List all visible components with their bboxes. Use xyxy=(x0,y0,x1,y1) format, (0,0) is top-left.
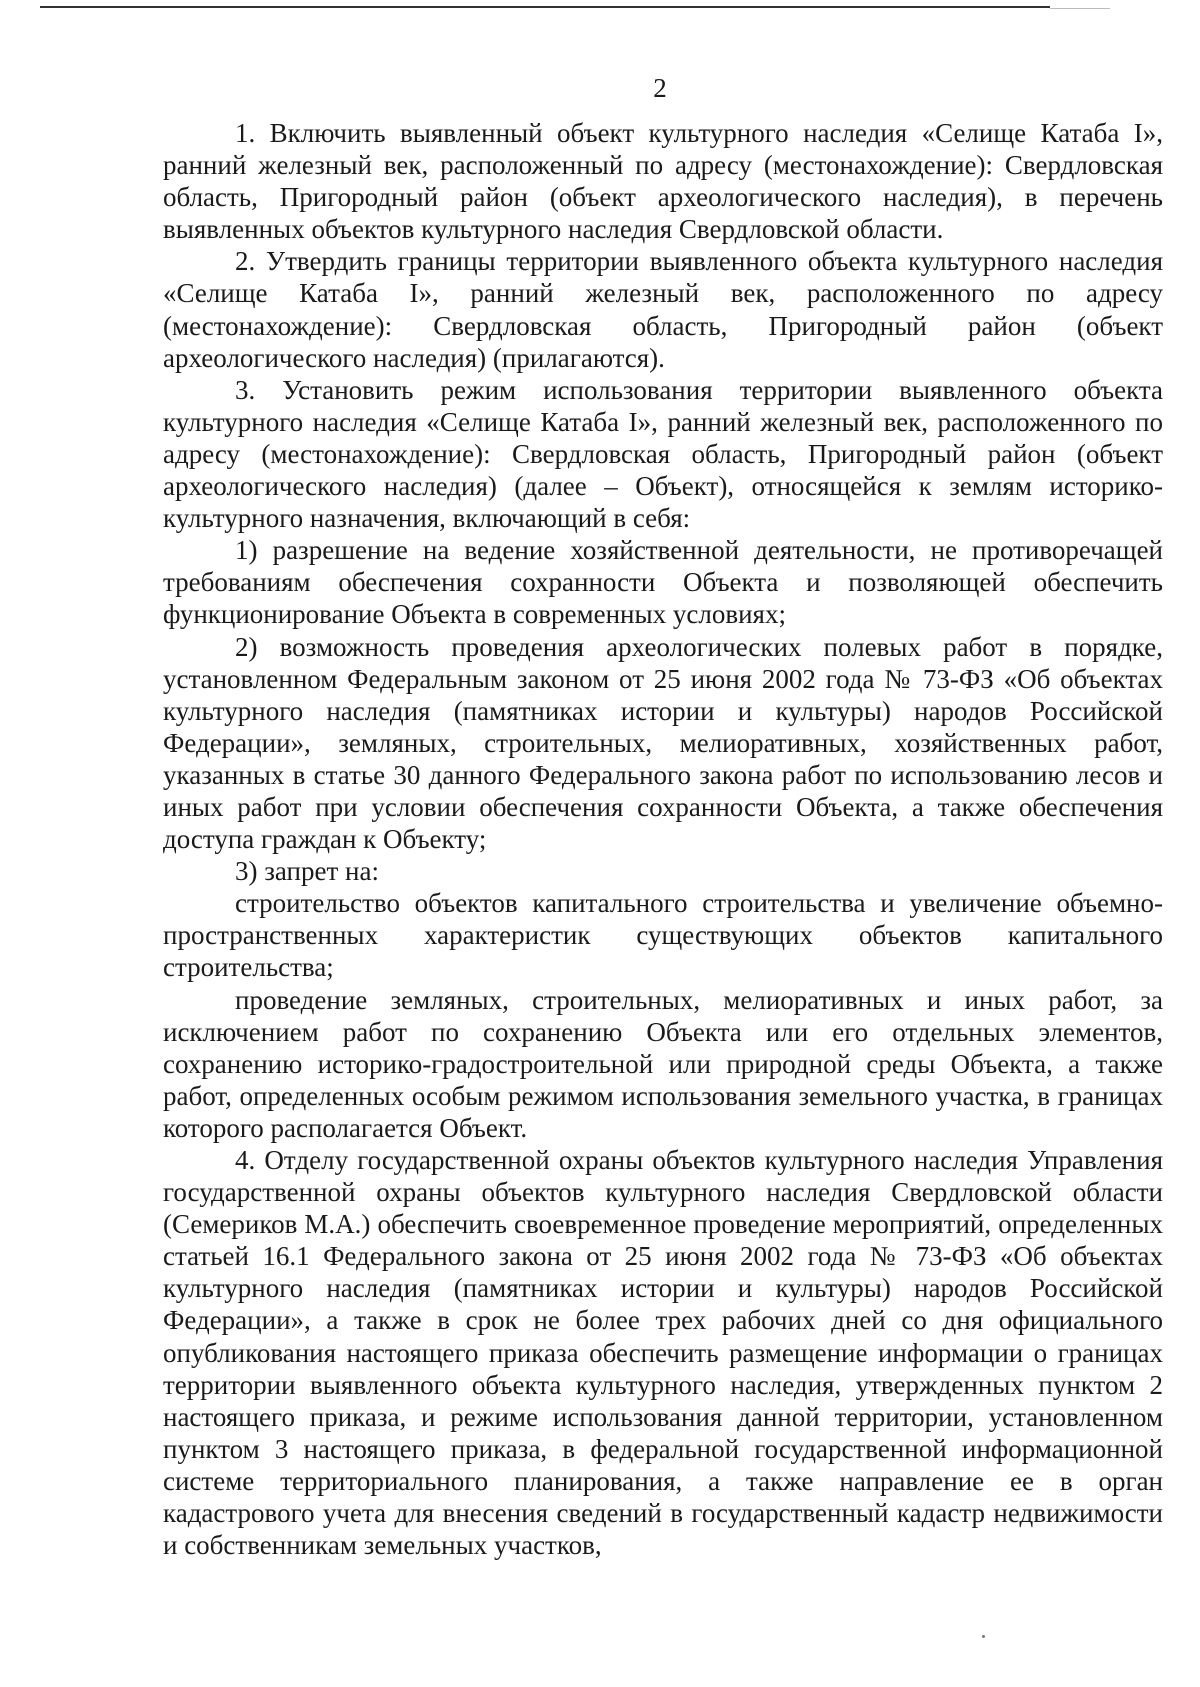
paragraph-subitem-3-prohibition: 3) запрет на: xyxy=(235,856,379,887)
paragraph-item-4-department-duties: 4. Отделу государственной охраны объектов культурного наследия Управления государственной охраны объектов культурного наследия Свердловской области (Семериков М.А.) обеспечить своевременное проведение мероприятий, определенных статьей 16.1 Федерального закона от 25 июня 2002 года № 73-ФЗ «Об объектах культурного наследия (памятниках истории и культуры) народов Российской Федерации», а также в срок не более трех рабочих дней со дня официального опубликования настоящего приказа обеспечить размещение информации о границах территории выявленного объекта культурного наследия, утвержденных пунктом 2 настоящего приказа, и режиме использования данной территории, установленном пунктом 3 настоящего приказа, в федеральной государственной информационной системе территориального планирования, а также направление ее в орган кадастрового учета для внесения сведений в государственный кадастр недвижимости и собственникам земельных участков, xyxy=(163,1145,1163,1561)
paragraph-item-2-approve-boundaries: 2. Утвердить границы территории выявленного объекта культурного наследия «Селище Катаба I», ранний железный век, расположенного по адресу (местонахождение): Свердловская область, Пригородный район (объект археологического наследия) (прилагаются). xyxy=(163,246,1163,373)
paragraph-prohibition-works: проведение земляных, строительных, мелиоративных и иных работ, за исключением работ по сохранению Объекта или его отдельных элементов, сохранению историко-градостроительной или природной среды Объекта, а также работ, определенных особым режимом использования земельного участка, в границах которого располагается Объект. xyxy=(163,984,1163,1143)
paragraph-item-3-establish-regime: 3. Установить режим использования территории выявленного объекта культурного наследия «Селище Катаба I», ранний железный век, расположенного по адресу (местонахождение): Свердловская область, Пригородный район (объект археологического наследия) (далее – Объект), относящейся к землям историко-культурного назначения, включающий в себя: xyxy=(163,374,1163,534)
scan-top-edge-line xyxy=(40,6,1050,8)
paragraph-prohibition-construction: строительство объектов капитального строительства и увеличение объемно-пространственных характеристик существующих объектов капитального строительства; xyxy=(163,888,1163,983)
scan-speck xyxy=(982,1635,985,1638)
paragraph-item-1-include-in-list: 1. Включить выявленный объект культурного наследия «Селище Катаба I», ранний железный век, расположенный по адресу (местонахождение): Свердловская область, Пригородный район (объект археологического наследия), в перечень выявленных объектов культурного наследия Свердловской области. xyxy=(163,118,1163,245)
paragraph-subitem-1-permission: 1) разрешение на ведение хозяйственной деятельности, не противоречащей требованиям обеспечения сохранности Объекта и позволяющей обеспечить функционирование Объекта в современных условиях; xyxy=(163,535,1163,630)
page-number: 2 xyxy=(653,73,667,103)
scan-top-edge-line-faint xyxy=(1050,8,1110,9)
paragraph-subitem-2-possibility: 2) возможность проведения археологических полевых работ в порядке, установленном Федеральным законом от 25 июня 2002 года № 73-ФЗ «Об объектах культурного наследия (памятниках истории и культуры) народов Российской Федерации», земляных, строительных, мелиоративных, хозяйственных работ, указанных в статье 30 данного Федерального закона работ по использованию лесов и иных работ при условии обеспечения сохранности Объекта, а также обеспечения доступа граждан к Объекту; xyxy=(163,631,1163,855)
document-body xyxy=(163,117,1163,1561)
